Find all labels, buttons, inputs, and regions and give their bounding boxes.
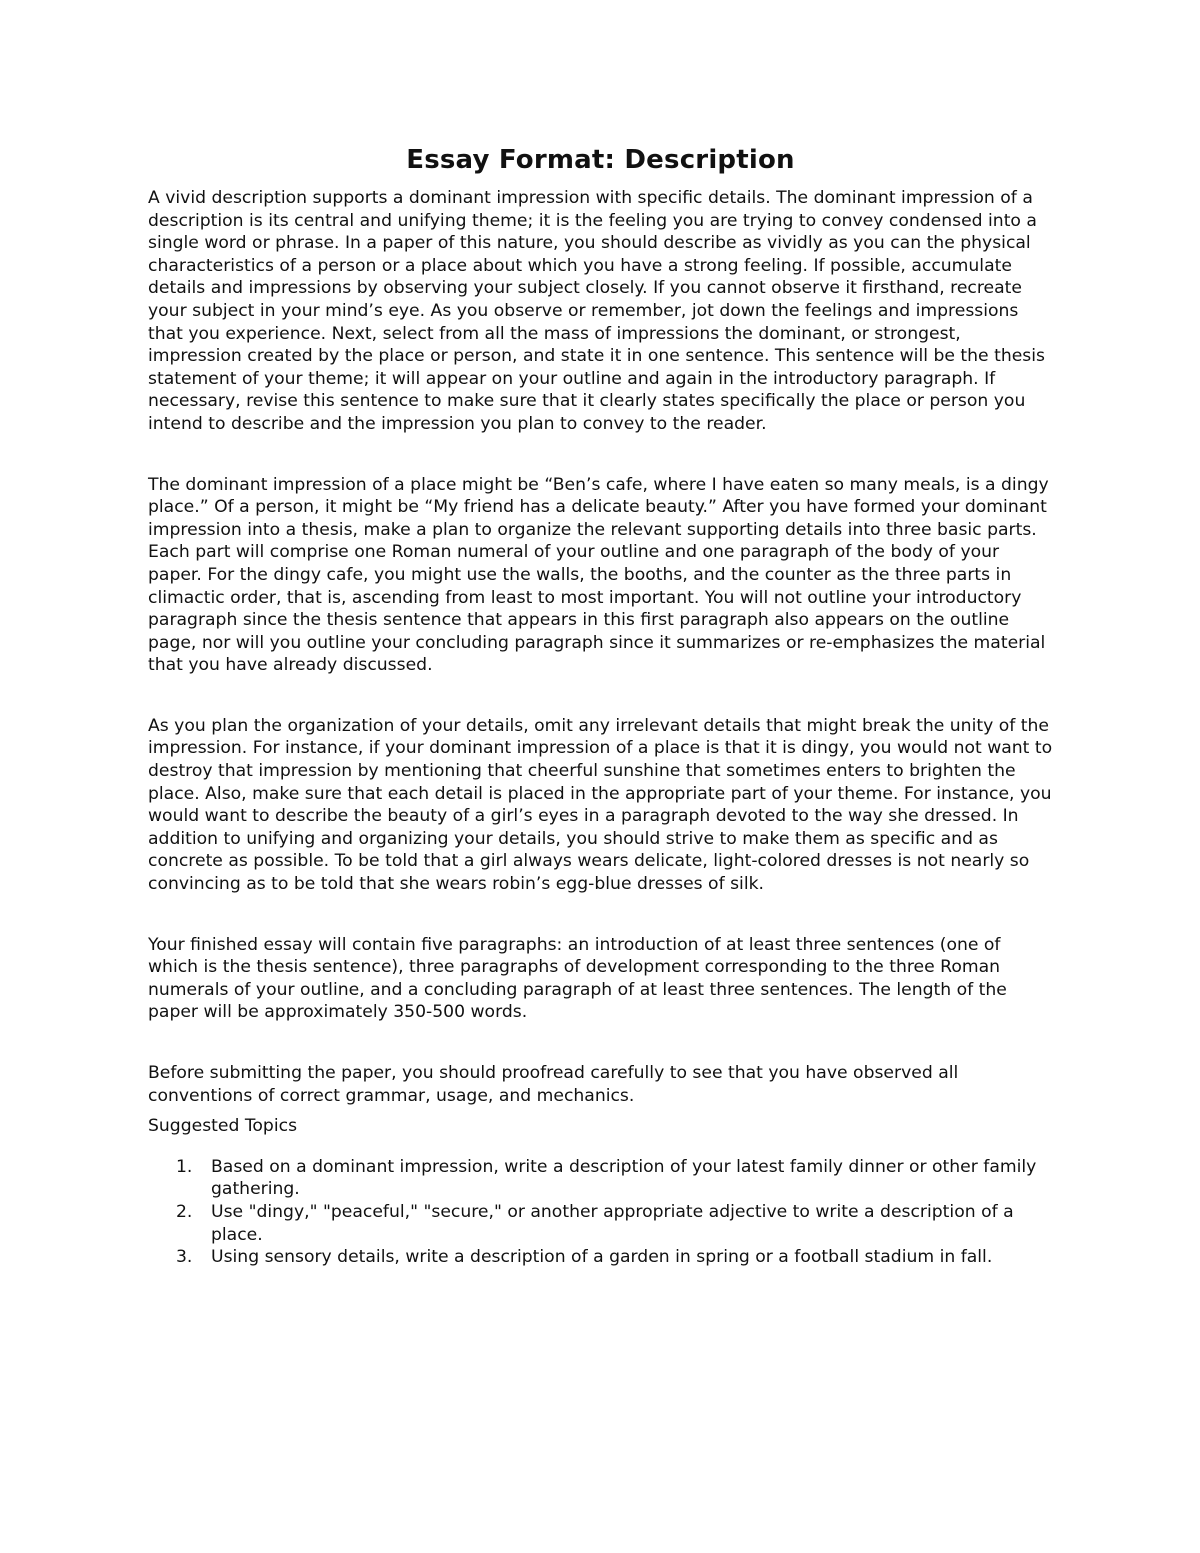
- suggested-topics-list: [148, 1156, 1053, 1269]
- paragraph-spacer: [148, 677, 1053, 715]
- list-item-text: Use "dingy," "peaceful," "secure," or another appropriate adjective to write a description of a place.: [211, 1201, 1014, 1245]
- paragraph-dominant-impression: The dominant impression of a place might be “Ben’s cafe, where I have eaten so many meals, is a dingy place.” Of a person, it might be “My friend has a delicate beauty.” After you have formed your dominant impression into a thesis, make a plan to organize the relevant supporting details into three basic parts. Each part will comprise one Roman numeral of your outline and one paragraph of the body of your paper. For the dingy cafe, you might use the walls, the booths, and the counter as the three parts in climactic order, that is, ascending from least to most important. You will not outline your introductory paragraph since the thesis sentence that appears in this first paragraph also appears on the outline page, nor will you outline your concluding paragraph since it summarizes or re-emphasizes the material that you have already discussed.: [148, 474, 1049, 676]
- paragraph-introduction: A vivid description supports a dominant impression with specific details. The dominant impression of a description is its central and unifying theme; it is the feeling you are trying to convey condensed into a single word or phrase. In a paper of this nature, you should describe as vividly as you can the physical characteristics of a person or a place about which you have a strong feeling. If possible, accumulate details and impressions by observing your subject closely. If you cannot observe it firsthand, recreate your subject in your mind’s eye. As you observe or remember, jot down the feelings and impressions that you experience. Next, select from all the mass of impressions the dominant, or strongest, impression created by the place or person, and state it in one sentence. This sentence will be the thesis statement of your theme; it will appear on your outline and again in the introductory paragraph. If necessary, revise this sentence to make sure that it clearly states specifically the place or person you intend to describe and the impression you plan to convey to the reader.: [148, 188, 1045, 434]
- paragraph-spacer: [148, 896, 1053, 934]
- list-item: [148, 1246, 1053, 1269]
- paragraph-essay-length: Your finished essay will contain five paragraphs: an introduction of at least three sentences (one of which is the thesis sentence), three paragraphs of development corresponding to the three Roman numerals of your outline, and a concluding paragraph of at least three sentences. The length of the paper will be approximately 350-500 words.: [148, 934, 1007, 1023]
- paragraph-organization: As you plan the organization of your details, omit any irrelevant details that might break the unity of the impression. For instance, if your dominant impression of a place is that it is dingy, you would not want to destroy that impression by mentioning that cheerful sunshine that sometimes enters to brighten the place. Also, make sure that each detail is placed in the appropriate part of your theme. For instance, you would want to describe the beauty of a girl’s eyes in a paragraph devoted to the way she dressed. In addition to unifying and organizing your details, you should strive to make them as specific and as concrete as possible. To be told that a girl always wears delicate, light-colored dresses is not nearly so convincing as to be told that she wears robin’s egg-blue dresses of silk.: [148, 715, 1053, 895]
- list-item-text: Based on a dominant impression, write a description of your latest family dinner or other family gathering.: [211, 1156, 1037, 1200]
- paragraph-spacer: [148, 1024, 1053, 1062]
- list-item-number: 3.: [176, 1247, 193, 1268]
- list-item-number: 1.: [176, 1156, 193, 1177]
- document-title: Essay Format: Description: [406, 145, 795, 175]
- paragraph-proofread: Before submitting the paper, you should proofread carefully to see that you have observed all conventions of correct grammar, usage, and mechanics.: [148, 1063, 959, 1106]
- paragraph-spacer: [148, 436, 1053, 474]
- list-item-number: 2.: [176, 1201, 193, 1222]
- list-item: [148, 1156, 1053, 1201]
- document-page: [148, 143, 1053, 1269]
- list-item-text: Using sensory details, write a description of a garden in spring or a football stadium in fall.: [211, 1247, 993, 1268]
- list-item: [148, 1201, 1053, 1246]
- suggested-topics-heading: Suggested Topics: [148, 1116, 298, 1137]
- paragraph-spacer: [148, 1107, 1053, 1115]
